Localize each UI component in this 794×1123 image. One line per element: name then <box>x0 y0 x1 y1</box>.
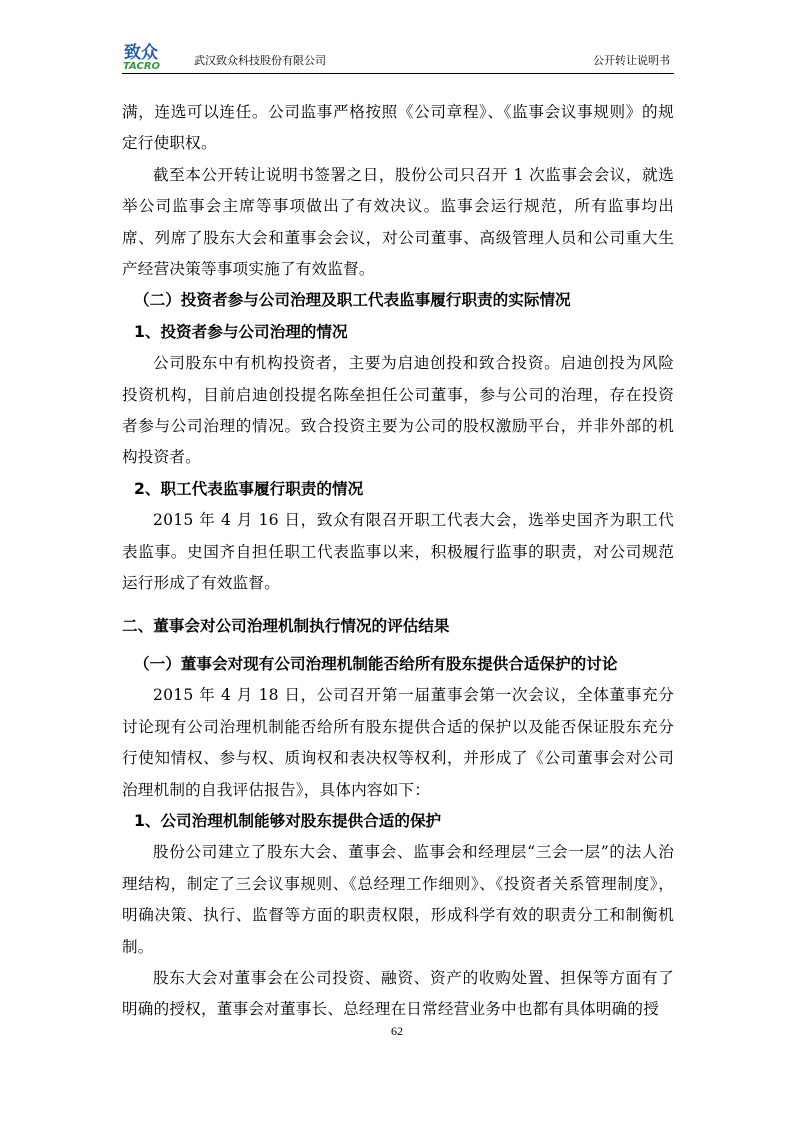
section-heading: （二）投资者参与公司治理及职工代表监事履行职责的实际情况 <box>134 291 571 310</box>
paragraph: 截至本公开转让说明书签署之日，股份公司只召开 1 次监事会会议，就选举公司监事会主席等事项做出了有效决议。监事会运行规范，所有监事均出席、列席了股东大会和董事会会议，对公司董事、高级管理人员和公司重大生产经营决策等事项实施了有效监督。 <box>122 165 674 279</box>
document-type: 公开转让说明书 <box>593 54 670 67</box>
header-rule <box>122 73 674 74</box>
section-heading: （一）董事会对现有公司治理机制能否给所有股东提供合适保护的讨论 <box>134 654 618 673</box>
page-number: 62 <box>391 1024 403 1038</box>
svg-text:致众: 致众 <box>124 43 158 63</box>
paragraph: 股份公司建立了股东大会、董事会、监事会和经理层“三会一层”的法人治理结构，制定了三会议事规则、《总经理工作细则》、《投资者关系管理制度》，明确决策、执行、监督等方面的职责权限，形成科学有效的职责分工和制衡机制。 <box>122 843 674 956</box>
page-header <box>122 38 674 74</box>
company-logo <box>122 41 192 71</box>
paragraph: 公司股东中有机构投资者，主要为启迪创投和致合投资。启迪创投为风险投资机构，目前启迪创投提名陈垒担任公司董事，参与公司的治理，存在投资者参与公司治理的情况。致合投资主要为公司的股权激励平台，并非外部的机构投资者。 <box>122 354 674 467</box>
svg-text:TACRO: TACRO <box>123 61 161 71</box>
paragraph: 2015 年 4 月 18 日，公司召开第一届董事会第一次会议，全体董事充分讨论现有公司治理机制能否给所有股东提供合适的保护以及能否保证股东充分行使知情权、参与权、质询权和表决权等权利，并形成了《公司董事会对公司治理机制的自我评估报告》，具体内容如下： <box>122 686 674 799</box>
paragraph: 满，连选可以连任。公司监事严格按照《公司章程》、《监事会议事规则》的规定行使职权。 <box>122 103 674 153</box>
subsection-heading: 1、公司治理机制能够对股东提供合适的保护 <box>134 811 442 830</box>
subsection-heading: 1、投资者参与公司治理的情况 <box>134 322 348 341</box>
page-content <box>122 97 674 1026</box>
paragraph: 股东大会对董事会在公司投资、融资、资产的收购处置、担保等方面有了明确的授权，董事会对董事长、总经理在日常经营业务中也都有具体明确的授 <box>122 968 674 1019</box>
chapter-heading: 二、董事会对公司治理机制执行情况的评估结果 <box>122 616 450 635</box>
paragraph: 2015 年 4 月 16 日，致众有限召开职工代表大会，选举史国齐为职工代表监事。史国齐自担任职工代表监事以来，积极履行监事的职责，对公司规范运行形成了有效监督。 <box>122 511 674 593</box>
company-name: 武汉致众科技股份有限公司 <box>194 54 326 67</box>
subsection-heading: 2、职工代表监事履行职责的情况 <box>134 479 364 498</box>
